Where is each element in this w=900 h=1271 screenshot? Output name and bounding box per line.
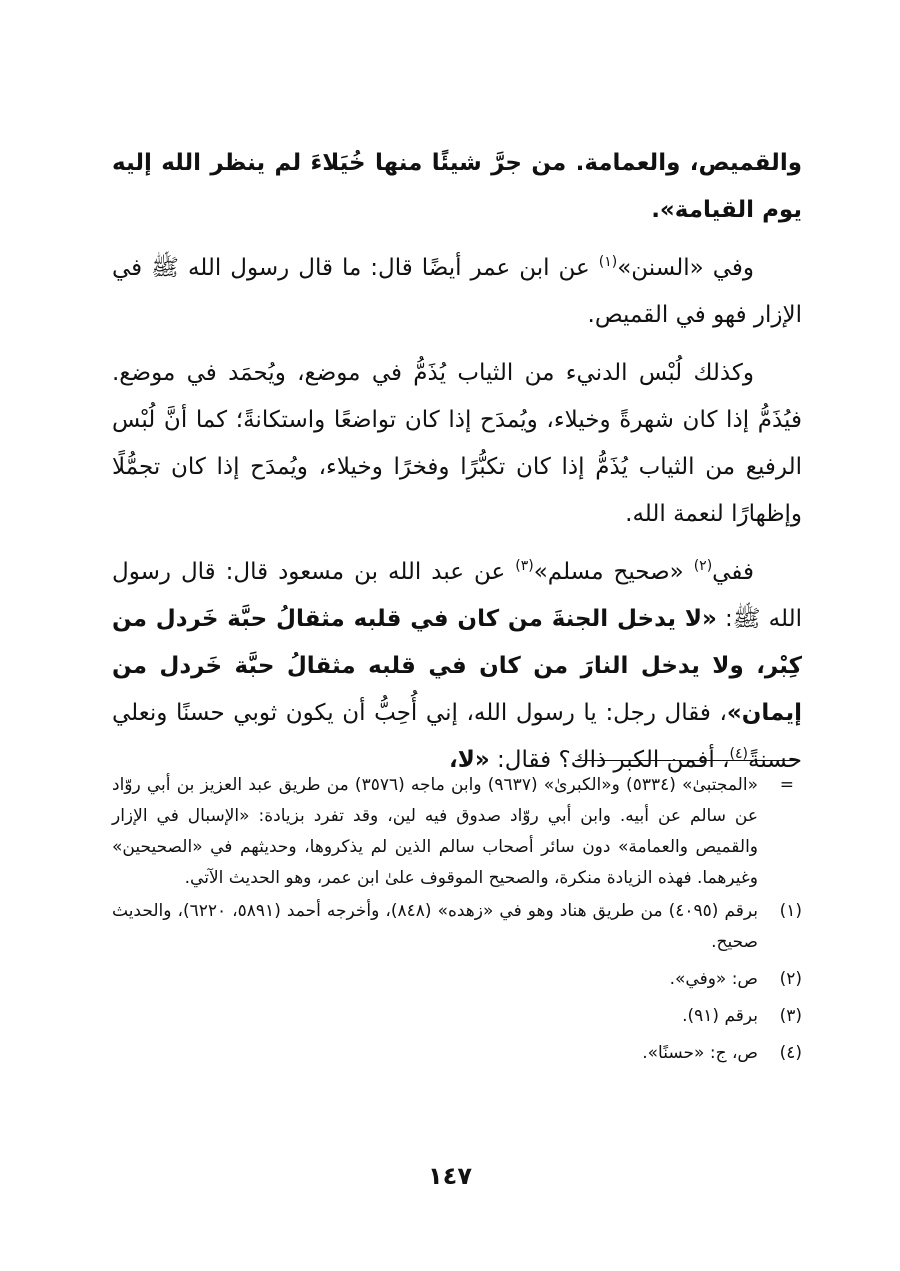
footnote-divider	[575, 760, 800, 761]
main-text	[112, 140, 802, 795]
paragraph-3: وكذلك لُبْس الدنيء من الثياب يُذَمُّ في موضع، ويُحمَد في موضع. فيُذَمُّ إذا كان شهرةً وخيلاء، ويُمدَح إذا كان تواضعًا واستكانةً؛ كما أنَّ لُبْس الرفيع من الثياب يُذَمُّ إذا كان تكبُّرًا وفخرًا وخيلاء، ويُمدَح إذا كان تجمُّلًا وإظهارًا لنعمة الله.	[112, 360, 802, 527]
footnote-text: ص: «وفي».	[669, 969, 758, 989]
footnote-item	[112, 1038, 802, 1069]
hadith-quote-2: «لا،	[448, 747, 490, 773]
paragraph-2: وفي «السنن»$^{(١)}$ عن ابن عمر أيضًا قال: ما قال رسول الله ﷺ في الإزار فهو في القميص.	[112, 254, 802, 328]
footnote-number: (٤)	[779, 1043, 802, 1063]
footnote-continuation	[112, 770, 802, 894]
footnote-number: (٣)	[779, 1006, 802, 1026]
footnotes	[112, 770, 802, 1075]
footnote-item	[112, 1001, 802, 1032]
continuation-text: «المجتبىٰ» (٥٣٣٤) و«الكبرىٰ» (٩٦٣٧) وابن ماجه (٣٥٧٦) من طريق عبد العزيز بن أبي روّاد عن سالم عن أبيه. وابن أبي روّاد صدوق فيه لين، وقد تفرد بزيادة: «الإسبال في الإزار والقميص والعمامة» دون سائر أصحاب سالم الذين لم يذكروها، وحديثهم في «الصحيحين» وغيرهما. فهذه الزيادة منكرة، والصحيح الموقوف علىٰ ابن عمر، وهو الحديث الآتي.	[112, 775, 758, 888]
paragraph-4: ففي$^{(٢)}$ «صحيح مسلم»$^{(٣)}$ عن عبد الله بن مسعود قال: قال رسول الله ﷺ: «لا يدخل الجنةَ من كان في قلبه مثقالُ حبَّة خَردل من كِبْر، ولا يدخل النارَ من كان في قلبه مثقالُ حبَّة خَردل من إيمان»، فقال رجل: يا رسول الله، إني أُحِبُّ أن يكون ثوبي حسنًا ونعلي حسنةً$^{(٤)}$، أفمن الكبر ذاك؟ فقال: «لا،	[112, 558, 803, 773]
footnote-text: ص، ج: «حسنًا».	[642, 1043, 758, 1063]
footnote-ref-2[interactable]: (٢)	[693, 558, 713, 574]
footnote-number: (١)	[779, 901, 802, 921]
footnote-item	[112, 964, 802, 995]
footnote-text: برقم (٤٠٩٥) من طريق هناد وهو في «زهده» (٨٤٨)، وأخرجه أحمد (٥٨٩١، ٦٢٢٠)، والحديث صحيح.	[112, 901, 758, 952]
continuation-mark: =	[779, 775, 794, 795]
footnote-item	[112, 896, 802, 958]
page-number: ١٤٧	[428, 1162, 472, 1190]
footnote-number: (٢)	[779, 969, 802, 989]
hadith-quote: «لا يدخل الجنةَ من كان في قلبه مثقالُ حبَّة خَردل من كِبْر، ولا يدخل النارَ من كان في قلبه مثقالُ حبَّة خَردل من إيمان»	[112, 606, 802, 726]
paragraph-1: والقميص، والعمامة. من جرَّ شيئًا منها خُيَلاءَ لم ينظر الله إليه يوم القيامة».	[112, 150, 802, 223]
footnote-ref-1[interactable]: (١)	[598, 254, 618, 270]
footnote-ref-4[interactable]: (٤)	[729, 746, 748, 762]
footnote-ref-3[interactable]: (٣)	[515, 558, 534, 574]
footnote-text: برقم (٩١).	[682, 1006, 758, 1026]
